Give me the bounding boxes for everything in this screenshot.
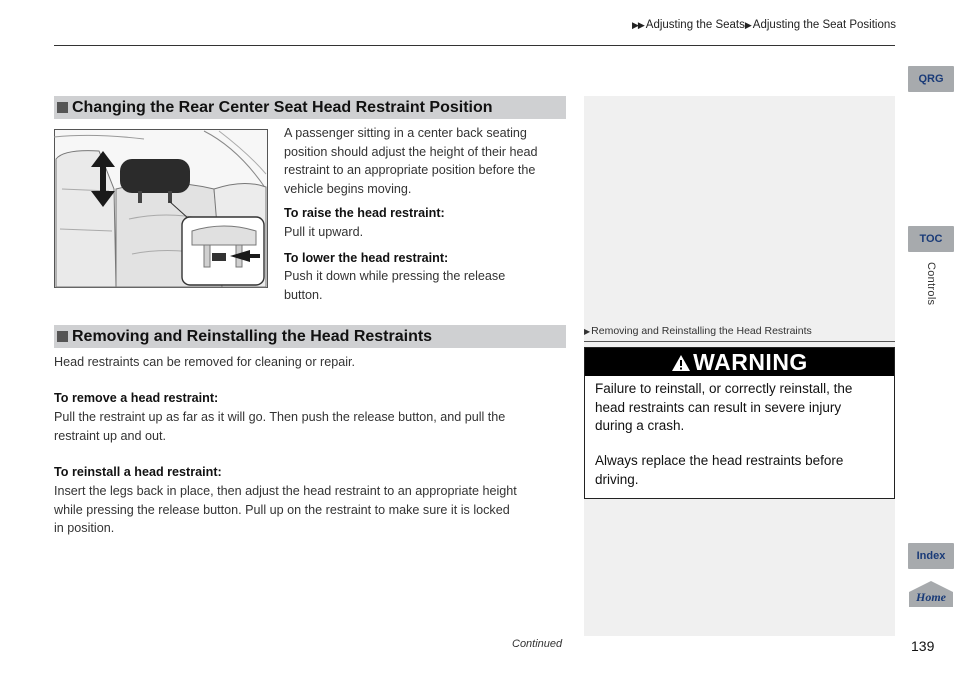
reinstall-label: To reinstall a head restraint: bbox=[54, 465, 222, 479]
warning-box bbox=[584, 347, 895, 499]
section-header-remove-reinstall bbox=[54, 325, 566, 348]
raise-text: Pull it upward. bbox=[284, 225, 364, 239]
warning-header bbox=[585, 348, 894, 376]
arrow-icon: ▶ bbox=[744, 20, 751, 30]
page-number: 139 bbox=[911, 638, 935, 654]
home-icon bbox=[908, 580, 954, 608]
qrg-tab[interactable]: QRG bbox=[908, 66, 954, 92]
continued-label: Continued bbox=[512, 638, 563, 650]
remove-text: Pull the restraint up as far as it will go. Then push the release button, and pull the restraint up and out. bbox=[54, 410, 506, 443]
double-arrow-icon: ▶▶ bbox=[631, 20, 644, 30]
warning-text-1: Failure to reinstall, or correctly reinstall, the head restraints can result in severe injury during a crash. bbox=[595, 381, 853, 433]
lower-text: Push it down while pressing the release button. bbox=[284, 269, 506, 302]
index-tab[interactable]: Index bbox=[908, 543, 954, 569]
chapter-label: Controls bbox=[925, 262, 937, 306]
raise-label: To raise the head restraint: bbox=[284, 206, 445, 220]
sidebar-reference[interactable]: ▶Removing and Reinstalling the Head Restraints bbox=[584, 325, 812, 337]
section-title: Removing and Reinstalling the Head Restraints bbox=[72, 328, 433, 345]
warning-triangle-icon bbox=[671, 354, 691, 372]
warning-text-2: Always replace the head restraints before driving. bbox=[595, 453, 844, 487]
breadcrumb-item-seat-positions[interactable]: Adjusting the Seat Positions bbox=[752, 19, 896, 31]
reference-arrow-icon: ▶ bbox=[584, 327, 591, 336]
breadcrumb-item-seats[interactable]: Adjusting the Seats bbox=[645, 19, 745, 31]
section1-intro: A passenger sitting in a center back seating position should adjust the height of their head restraint to an appropriate position before the vehicle begins moving. bbox=[284, 126, 538, 196]
square-bullet-icon bbox=[57, 102, 68, 113]
sidebar-reference-rule bbox=[584, 341, 895, 342]
warning-title: WARNING bbox=[693, 349, 808, 375]
remove-label: To remove a head restraint: bbox=[54, 391, 219, 405]
section-title: Changing the Rear Center Seat Head Restraint Position bbox=[72, 99, 493, 116]
home-label: Home bbox=[916, 590, 946, 604]
reinstall-text: Insert the legs back in place, then adjust the head restraint to an appropriate height while pressing the release button. Pull up on the restraint to make sure it is locked in position. bbox=[54, 484, 517, 535]
home-button[interactable] bbox=[908, 580, 954, 608]
lower-label: To lower the head restraint: bbox=[284, 251, 449, 265]
toc-tab[interactable]: TOC bbox=[908, 226, 954, 252]
section2-intro: Head restraints can be removed for cleaning or repair. bbox=[54, 355, 356, 369]
head-restraint-illustration bbox=[54, 129, 268, 288]
header-rule bbox=[54, 45, 895, 46]
square-bullet-icon bbox=[57, 331, 68, 342]
breadcrumb bbox=[540, 19, 896, 31]
section-header-center-restraint bbox=[54, 96, 566, 119]
